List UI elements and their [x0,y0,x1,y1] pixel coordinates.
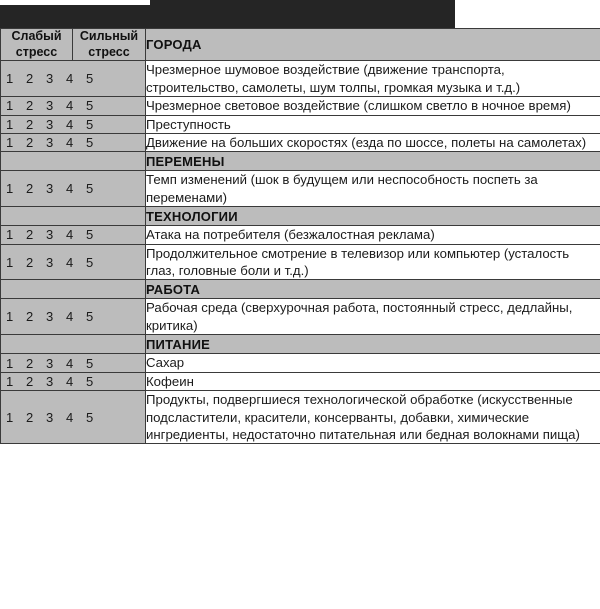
header-low-stress [1,29,73,61]
rating-option-5[interactable]: 5 [86,254,94,270]
rating-scale-cell[interactable] [1,97,146,115]
rating-option-3[interactable]: 3 [46,309,54,325]
stress-assessment-table [0,28,600,444]
rating-option-2[interactable]: 2 [26,409,34,425]
rating-option-1[interactable]: 1 [6,71,14,87]
rating-option-3[interactable]: 3 [46,71,54,87]
rating-option-2[interactable]: 2 [26,135,34,151]
stressor-label: Чрезмерное световое воздействие (слишком светло в ночное время) [146,97,600,115]
rating-scale-cell-empty [1,280,146,299]
rating-option-5[interactable]: 5 [86,309,94,325]
rating-option-4[interactable]: 4 [66,373,74,389]
rating-option-5[interactable]: 5 [86,135,94,151]
rating-scale-cell-empty [1,335,146,354]
rating-option-2[interactable]: 2 [26,181,34,197]
table-header-row [1,29,600,61]
table-row [1,372,600,390]
table-row [1,299,600,335]
header-high-stress-line1: Сильный [79,29,139,43]
rating-scale [1,255,145,270]
section-title: ПИТАНИЕ [146,335,600,354]
section-title: РАБОТА [146,280,600,299]
rating-option-2[interactable]: 2 [26,98,34,114]
rating-scale [1,227,145,242]
rating-option-1[interactable]: 1 [6,116,14,132]
rating-option-4[interactable]: 4 [66,309,74,325]
stressor-label: Чрезмерное шумовое воздействие (движение транспорта, строительство, самолеты, шум толпы, громкая музыка и т.д.) [146,61,600,97]
table-row [1,115,600,133]
rating-scale [1,374,145,389]
rating-scale-cell[interactable] [1,299,146,335]
rating-option-1[interactable]: 1 [6,227,14,243]
top-decorative-banner [0,0,600,28]
rating-scale [1,135,145,150]
rating-option-3[interactable]: 3 [46,254,54,270]
table-row [1,171,600,207]
rating-scale-cell[interactable] [1,115,146,133]
rating-option-5[interactable]: 5 [86,227,94,243]
rating-option-3[interactable]: 3 [46,373,54,389]
rating-option-4[interactable]: 4 [66,227,74,243]
rating-option-1[interactable]: 1 [6,309,14,325]
rating-scale [1,356,145,371]
rating-scale [1,117,145,132]
rating-option-1[interactable]: 1 [6,181,14,197]
rating-option-4[interactable]: 4 [66,116,74,132]
stressor-label: Движение на больших скоростях (езда по шоссе, полеты на самолетах) [146,133,600,151]
rating-scale-cell[interactable] [1,354,146,372]
rating-option-3[interactable]: 3 [46,98,54,114]
banner-right-block [150,0,455,28]
rating-option-4[interactable]: 4 [66,409,74,425]
header-high-stress [73,29,146,61]
header-low-stress-line2: стресс [15,44,58,59]
table-row [1,61,600,97]
rating-scale-cell[interactable] [1,391,146,444]
section-title-goroda: ГОРОДА [146,29,600,61]
rating-option-2[interactable]: 2 [26,254,34,270]
table-row [1,97,600,115]
rating-scale [1,181,145,196]
rating-option-1[interactable]: 1 [6,135,14,151]
rating-option-3[interactable]: 3 [46,355,54,371]
banner-left-block [0,5,150,28]
rating-option-1[interactable]: 1 [6,254,14,270]
rating-option-3[interactable]: 3 [46,181,54,197]
rating-option-5[interactable]: 5 [86,71,94,87]
stressor-label: Преступность [146,115,600,133]
rating-option-4[interactable]: 4 [66,355,74,371]
section-header-row [1,152,600,171]
rating-option-4[interactable]: 4 [66,254,74,270]
section-header-row [1,280,600,299]
rating-scale-cell-empty [1,152,146,171]
rating-option-5[interactable]: 5 [86,116,94,132]
rating-option-4[interactable]: 4 [66,98,74,114]
rating-option-3[interactable]: 3 [46,409,54,425]
stressor-label: Сахар [146,354,600,372]
rating-option-2[interactable]: 2 [26,71,34,87]
header-high-stress-line2: стресс [88,44,130,59]
rating-scale [1,98,145,113]
rating-option-3[interactable]: 3 [46,135,54,151]
rating-scale-cell[interactable] [1,133,146,151]
table-row [1,226,600,244]
stressor-label: Рабочая среда (сверхурочная работа, постоянный стресс, дедлайны, критика) [146,299,600,335]
rating-option-1[interactable]: 1 [6,409,14,425]
stressor-label: Темп изменений (шок в будущем или неспособность поспеть за переменами) [146,171,600,207]
stressor-label: Атака на потребителя (безжалостная реклама) [146,226,600,244]
rating-option-2[interactable]: 2 [26,309,34,325]
rating-scale [1,309,145,324]
rating-option-2[interactable]: 2 [26,227,34,243]
rating-option-5[interactable]: 5 [86,409,94,425]
section-title: ТЕХНОЛОГИИ [146,207,600,226]
rating-option-1[interactable]: 1 [6,373,14,389]
stressor-label: Продолжительное смотрение в телевизор или компьютер (усталость глаз, головные боли и т.д.) [146,244,600,280]
table-row [1,244,600,280]
rating-scale [1,71,145,86]
section-header-row [1,335,600,354]
rating-option-2[interactable]: 2 [26,355,34,371]
rating-scale [1,410,145,425]
rating-option-3[interactable]: 3 [46,227,54,243]
rating-scale-cell[interactable] [1,171,146,207]
stressor-label: Продукты, подвергшиеся технологической обработке (искусственные подсластители, красители, консерванты, добавки, химические ингредиенты, недостаточно питательная или бедная волокнами пища) [146,391,600,444]
rating-option-3[interactable]: 3 [46,116,54,132]
rating-option-1[interactable]: 1 [6,98,14,114]
rating-scale-cell-empty [1,207,146,226]
rating-option-5[interactable]: 5 [86,181,94,197]
rating-option-4[interactable]: 4 [66,181,74,197]
table-row [1,354,600,372]
rating-option-5[interactable]: 5 [86,98,94,114]
header-low-stress-line1: Слабый [11,29,62,43]
rating-scale-cell[interactable] [1,244,146,280]
rating-option-5[interactable]: 5 [86,355,94,371]
stressor-label: Кофеин [146,372,600,390]
rating-option-5[interactable]: 5 [86,373,94,389]
rating-option-2[interactable]: 2 [26,116,34,132]
section-header-row [1,207,600,226]
rating-scale-cell[interactable] [1,226,146,244]
section-title: ПЕРЕМЕНЫ [146,152,600,171]
rating-scale-cell[interactable] [1,372,146,390]
table-row [1,391,600,444]
rating-option-4[interactable]: 4 [66,135,74,151]
table-row [1,133,600,151]
rating-scale-cell[interactable] [1,61,146,97]
rating-option-4[interactable]: 4 [66,71,74,87]
rating-option-1[interactable]: 1 [6,355,14,371]
rating-option-2[interactable]: 2 [26,373,34,389]
